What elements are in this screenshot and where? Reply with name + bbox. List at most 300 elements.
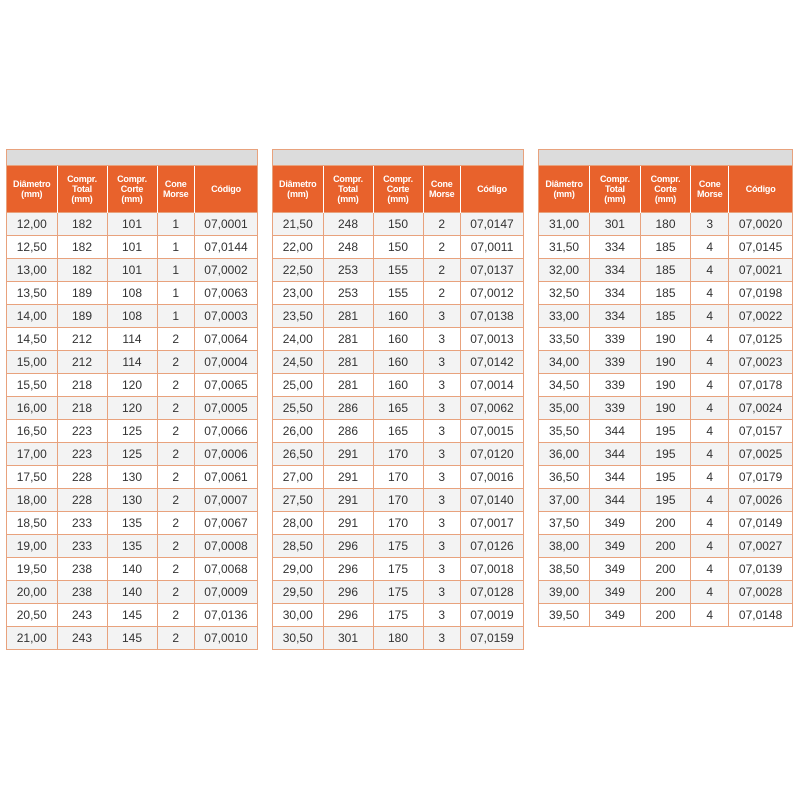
cell-compr-corte: 195 (640, 466, 691, 489)
cell-compr-corte: 150 (373, 236, 423, 259)
table-top-strip (273, 150, 523, 166)
cell-compr-total: 248 (323, 236, 373, 259)
table-row (539, 512, 792, 535)
cell-codigo: 07,0028 (729, 581, 792, 604)
cell-diametro: 13,50 (7, 282, 57, 305)
cell-codigo: 07,0003 (195, 305, 258, 328)
header-row (539, 166, 792, 213)
cell-cone-morse: 3 (423, 604, 461, 627)
cell-compr-corte: 155 (373, 282, 423, 305)
cell-codigo: 07,0013 (461, 328, 524, 351)
cell-compr-corte: 160 (373, 374, 423, 397)
column-header-cone-morse: Cone Morse (691, 166, 729, 213)
table-row (539, 328, 792, 351)
cell-compr-corte: 170 (373, 466, 423, 489)
cell-diametro: 22,00 (273, 236, 323, 259)
cell-codigo: 07,0138 (461, 305, 524, 328)
cell-codigo: 07,0009 (195, 581, 258, 604)
spec-table (273, 166, 523, 649)
table-row (539, 259, 792, 282)
cell-compr-total: 339 (590, 397, 641, 420)
table-top-strip (539, 150, 792, 166)
cell-codigo: 07,0157 (729, 420, 792, 443)
cell-cone-morse: 3 (423, 374, 461, 397)
cell-diametro: 25,00 (273, 374, 323, 397)
table-row (273, 259, 523, 282)
cell-compr-total: 228 (57, 489, 107, 512)
cell-compr-total: 296 (323, 581, 373, 604)
cell-diametro: 17,00 (7, 443, 57, 466)
header-row (273, 166, 523, 213)
column-header-codigo: Código (461, 166, 524, 213)
cell-cone-morse: 2 (157, 558, 195, 581)
cell-diametro: 25,50 (273, 397, 323, 420)
cell-compr-corte: 101 (107, 236, 157, 259)
cell-cone-morse: 2 (157, 328, 195, 351)
table-row (539, 236, 792, 259)
cell-compr-total: 182 (57, 213, 107, 236)
cell-cone-morse: 2 (157, 443, 195, 466)
cell-cone-morse: 4 (691, 558, 729, 581)
column-header-compr-corte: Compr. Corte (mm) (107, 166, 157, 213)
cell-codigo: 07,0066 (195, 420, 258, 443)
column-header-compr-corte: Compr. Corte (mm) (640, 166, 691, 213)
cell-codigo: 07,0120 (461, 443, 524, 466)
cell-diametro: 35,00 (539, 397, 590, 420)
cell-diametro: 16,50 (7, 420, 57, 443)
cell-cone-morse: 4 (691, 259, 729, 282)
cell-codigo: 07,0007 (195, 489, 258, 512)
table-row (7, 443, 257, 466)
cell-codigo: 07,0024 (729, 397, 792, 420)
cell-diametro: 16,00 (7, 397, 57, 420)
table-row (7, 397, 257, 420)
table-row (7, 282, 257, 305)
cell-diametro: 30,50 (273, 627, 323, 650)
cell-diametro: 31,00 (539, 213, 590, 236)
cell-diametro: 19,50 (7, 558, 57, 581)
cell-compr-total: 339 (590, 374, 641, 397)
cell-codigo: 07,0142 (461, 351, 524, 374)
cell-compr-total: 212 (57, 351, 107, 374)
cell-compr-total: 344 (590, 420, 641, 443)
table-row (273, 374, 523, 397)
cell-cone-morse: 4 (691, 328, 729, 351)
cell-codigo: 07,0126 (461, 535, 524, 558)
cell-codigo: 07,0020 (729, 213, 792, 236)
cell-compr-total: 296 (323, 558, 373, 581)
cell-compr-total: 349 (590, 512, 641, 535)
table-row (273, 420, 523, 443)
cell-compr-corte: 140 (107, 581, 157, 604)
cell-diametro: 33,00 (539, 305, 590, 328)
table-row (7, 535, 257, 558)
cell-compr-corte: 175 (373, 558, 423, 581)
cell-compr-corte: 200 (640, 558, 691, 581)
cell-cone-morse: 3 (423, 512, 461, 535)
table-row (273, 604, 523, 627)
cell-compr-corte: 200 (640, 512, 691, 535)
cell-compr-corte: 145 (107, 604, 157, 627)
cell-compr-total: 238 (57, 581, 107, 604)
cell-compr-corte: 130 (107, 489, 157, 512)
cell-codigo: 07,0063 (195, 282, 258, 305)
cell-compr-total: 286 (323, 397, 373, 420)
cell-compr-total: 182 (57, 236, 107, 259)
cell-compr-corte: 185 (640, 236, 691, 259)
cell-diametro: 32,00 (539, 259, 590, 282)
column-header-diametro: Diâmetro (mm) (7, 166, 57, 213)
table-row (7, 351, 257, 374)
table-row (273, 581, 523, 604)
cell-cone-morse: 3 (423, 581, 461, 604)
cell-compr-total: 334 (590, 305, 641, 328)
cell-diametro: 18,00 (7, 489, 57, 512)
table-row (539, 489, 792, 512)
cell-compr-corte: 140 (107, 558, 157, 581)
cell-compr-corte: 170 (373, 512, 423, 535)
cell-codigo: 07,0140 (461, 489, 524, 512)
cell-cone-morse: 2 (157, 420, 195, 443)
cell-codigo: 07,0023 (729, 351, 792, 374)
cell-compr-corte: 160 (373, 305, 423, 328)
cell-compr-total: 253 (323, 282, 373, 305)
cell-compr-total: 349 (590, 604, 641, 627)
cell-cone-morse: 2 (423, 259, 461, 282)
cell-compr-total: 291 (323, 443, 373, 466)
spec-table-2 (272, 149, 524, 650)
cell-compr-total: 349 (590, 558, 641, 581)
table-row (539, 213, 792, 236)
cell-cone-morse: 3 (423, 535, 461, 558)
cell-compr-corte: 170 (373, 443, 423, 466)
cell-cone-morse: 4 (691, 581, 729, 604)
table-row (7, 627, 257, 650)
cell-cone-morse: 3 (423, 420, 461, 443)
cell-diametro: 23,50 (273, 305, 323, 328)
table-row (7, 581, 257, 604)
cell-compr-corte: 155 (373, 259, 423, 282)
cell-codigo: 07,0137 (461, 259, 524, 282)
table-row (273, 466, 523, 489)
cell-codigo: 07,0198 (729, 282, 792, 305)
cell-cone-morse: 1 (157, 305, 195, 328)
cell-compr-corte: 150 (373, 213, 423, 236)
cell-codigo: 07,0019 (461, 604, 524, 627)
table-row (273, 558, 523, 581)
cell-diametro: 34,50 (539, 374, 590, 397)
cell-codigo: 07,0147 (461, 213, 524, 236)
cell-diametro: 29,50 (273, 581, 323, 604)
cell-codigo: 07,0139 (729, 558, 792, 581)
table-row (273, 328, 523, 351)
table-row (539, 581, 792, 604)
cell-diametro: 26,50 (273, 443, 323, 466)
cell-diametro: 12,00 (7, 213, 57, 236)
table-row (539, 282, 792, 305)
cell-diametro: 13,00 (7, 259, 57, 282)
cell-compr-corte: 180 (640, 213, 691, 236)
cell-compr-corte: 101 (107, 213, 157, 236)
table-row (7, 374, 257, 397)
table-row (539, 351, 792, 374)
column-header-diametro: Diâmetro (mm) (539, 166, 590, 213)
table-row (273, 512, 523, 535)
cell-compr-corte: 200 (640, 535, 691, 558)
cell-diametro: 33,50 (539, 328, 590, 351)
cell-compr-total: 296 (323, 604, 373, 627)
cell-cone-morse: 4 (691, 305, 729, 328)
column-header-cone-morse: Cone Morse (423, 166, 461, 213)
cell-codigo: 07,0022 (729, 305, 792, 328)
column-header-diametro: Diâmetro (mm) (273, 166, 323, 213)
cell-compr-total: 296 (323, 535, 373, 558)
column-header-cone-morse: Cone Morse (157, 166, 195, 213)
table-row (7, 328, 257, 351)
cell-codigo: 07,0144 (195, 236, 258, 259)
cell-diametro: 36,00 (539, 443, 590, 466)
cell-compr-corte: 120 (107, 397, 157, 420)
cell-codigo: 07,0006 (195, 443, 258, 466)
cell-cone-morse: 2 (423, 236, 461, 259)
cell-compr-total: 238 (57, 558, 107, 581)
cell-diametro: 21,50 (273, 213, 323, 236)
cell-diametro: 14,50 (7, 328, 57, 351)
header-row (7, 166, 257, 213)
cell-compr-corte: 125 (107, 420, 157, 443)
cell-diametro: 36,50 (539, 466, 590, 489)
column-header-codigo: Código (195, 166, 258, 213)
cell-compr-corte: 108 (107, 282, 157, 305)
cell-compr-total: 281 (323, 305, 373, 328)
cell-cone-morse: 3 (423, 328, 461, 351)
table-top-strip (7, 150, 257, 166)
cell-codigo: 07,0010 (195, 627, 258, 650)
cell-compr-total: 233 (57, 512, 107, 535)
cell-cone-morse: 4 (691, 397, 729, 420)
table-row (7, 512, 257, 535)
cell-compr-total: 228 (57, 466, 107, 489)
cell-cone-morse: 2 (157, 351, 195, 374)
cell-codigo: 07,0004 (195, 351, 258, 374)
cell-cone-morse: 3 (423, 489, 461, 512)
cell-codigo: 07,0136 (195, 604, 258, 627)
column-header-compr-total: Compr. Total (mm) (323, 166, 373, 213)
cell-cone-morse: 4 (691, 604, 729, 627)
cell-diametro: 31,50 (539, 236, 590, 259)
cell-cone-morse: 4 (691, 236, 729, 259)
cell-cone-morse: 2 (157, 535, 195, 558)
cell-cone-morse: 2 (157, 397, 195, 420)
table-row (273, 305, 523, 328)
table-row (7, 466, 257, 489)
cell-diametro: 37,50 (539, 512, 590, 535)
cell-compr-corte: 170 (373, 489, 423, 512)
cell-cone-morse: 2 (157, 581, 195, 604)
cell-cone-morse: 2 (157, 512, 195, 535)
cell-compr-total: 223 (57, 443, 107, 466)
cell-cone-morse: 4 (691, 282, 729, 305)
table-row (539, 604, 792, 627)
cell-diametro: 29,00 (273, 558, 323, 581)
spec-table (539, 166, 792, 626)
cell-compr-corte: 101 (107, 259, 157, 282)
cell-compr-total: 281 (323, 351, 373, 374)
cell-compr-corte: 160 (373, 328, 423, 351)
cell-codigo: 07,0012 (461, 282, 524, 305)
cell-codigo: 07,0011 (461, 236, 524, 259)
cell-compr-corte: 190 (640, 328, 691, 351)
table-row (273, 535, 523, 558)
cell-codigo: 07,0061 (195, 466, 258, 489)
spec-table-3 (538, 149, 793, 627)
table-row (7, 489, 257, 512)
cell-cone-morse: 2 (157, 604, 195, 627)
cell-diametro: 37,00 (539, 489, 590, 512)
cell-diametro: 34,00 (539, 351, 590, 374)
cell-cone-morse: 1 (157, 213, 195, 236)
cell-diametro: 22,50 (273, 259, 323, 282)
cell-compr-total: 223 (57, 420, 107, 443)
cell-codigo: 07,0015 (461, 420, 524, 443)
column-header-compr-corte: Compr. Corte (mm) (373, 166, 423, 213)
cell-compr-corte: 190 (640, 351, 691, 374)
cell-diametro: 27,50 (273, 489, 323, 512)
cell-compr-total: 212 (57, 328, 107, 351)
cell-diametro: 15,50 (7, 374, 57, 397)
table-row (539, 305, 792, 328)
cell-diametro: 28,50 (273, 535, 323, 558)
cell-compr-corte: 114 (107, 328, 157, 351)
cell-codigo: 07,0005 (195, 397, 258, 420)
cell-codigo: 07,0067 (195, 512, 258, 535)
cell-codigo: 07,0062 (461, 397, 524, 420)
cell-codigo: 07,0002 (195, 259, 258, 282)
cell-diametro: 14,00 (7, 305, 57, 328)
cell-codigo: 07,0014 (461, 374, 524, 397)
cell-compr-total: 291 (323, 512, 373, 535)
cell-codigo: 07,0021 (729, 259, 792, 282)
cell-codigo: 07,0148 (729, 604, 792, 627)
cell-diametro: 20,00 (7, 581, 57, 604)
cell-diametro: 19,00 (7, 535, 57, 558)
cell-diametro: 30,00 (273, 604, 323, 627)
table-row (7, 213, 257, 236)
spec-table (7, 166, 257, 649)
cell-cone-morse: 1 (157, 259, 195, 282)
column-header-compr-total: Compr. Total (mm) (590, 166, 641, 213)
cell-compr-corte: 108 (107, 305, 157, 328)
table-row (273, 443, 523, 466)
cell-compr-total: 218 (57, 397, 107, 420)
cell-cone-morse: 2 (157, 466, 195, 489)
cell-diametro: 38,00 (539, 535, 590, 558)
cell-compr-corte: 165 (373, 397, 423, 420)
cell-codigo: 07,0001 (195, 213, 258, 236)
cell-diametro: 27,00 (273, 466, 323, 489)
cell-compr-corte: 195 (640, 443, 691, 466)
table-row (7, 236, 257, 259)
cell-compr-total: 281 (323, 374, 373, 397)
cell-compr-total: 182 (57, 259, 107, 282)
cell-compr-corte: 195 (640, 420, 691, 443)
cell-codigo: 07,0159 (461, 627, 524, 650)
cell-compr-corte: 175 (373, 604, 423, 627)
table-row (273, 489, 523, 512)
cell-compr-corte: 114 (107, 351, 157, 374)
cell-compr-corte: 180 (373, 627, 423, 650)
cell-cone-morse: 3 (423, 397, 461, 420)
cell-compr-corte: 165 (373, 420, 423, 443)
cell-cone-morse: 3 (423, 627, 461, 650)
cell-cone-morse: 2 (157, 489, 195, 512)
cell-compr-total: 339 (590, 328, 641, 351)
cell-compr-corte: 190 (640, 397, 691, 420)
table-row (273, 627, 523, 650)
cell-compr-total: 291 (323, 489, 373, 512)
cell-compr-total: 243 (57, 604, 107, 627)
cell-codigo: 07,0018 (461, 558, 524, 581)
cell-cone-morse: 2 (423, 282, 461, 305)
cell-codigo: 07,0027 (729, 535, 792, 558)
cell-cone-morse: 4 (691, 443, 729, 466)
table-row (7, 604, 257, 627)
cell-codigo: 07,0064 (195, 328, 258, 351)
cell-compr-corte: 135 (107, 535, 157, 558)
cell-compr-corte: 135 (107, 512, 157, 535)
cell-cone-morse: 3 (423, 351, 461, 374)
cell-codigo: 07,0125 (729, 328, 792, 351)
column-header-codigo: Código (729, 166, 792, 213)
cell-compr-total: 344 (590, 466, 641, 489)
cell-compr-corte: 130 (107, 466, 157, 489)
cell-compr-total: 286 (323, 420, 373, 443)
cell-diametro: 39,00 (539, 581, 590, 604)
cell-cone-morse: 3 (691, 213, 729, 236)
cell-codigo: 07,0008 (195, 535, 258, 558)
cell-compr-corte: 175 (373, 581, 423, 604)
table-row (539, 420, 792, 443)
cell-diametro: 35,50 (539, 420, 590, 443)
table-row (539, 535, 792, 558)
column-header-compr-total: Compr. Total (mm) (57, 166, 107, 213)
table-row (273, 282, 523, 305)
spec-table-1 (6, 149, 258, 650)
cell-diametro: 18,50 (7, 512, 57, 535)
cell-compr-total: 339 (590, 351, 641, 374)
cell-compr-corte: 145 (107, 627, 157, 650)
cell-cone-morse: 4 (691, 351, 729, 374)
cell-cone-morse: 3 (423, 305, 461, 328)
cell-compr-total: 233 (57, 535, 107, 558)
cell-codigo: 07,0025 (729, 443, 792, 466)
cell-cone-morse: 3 (423, 558, 461, 581)
cell-cone-morse: 1 (157, 236, 195, 259)
cell-compr-total: 349 (590, 581, 641, 604)
cell-compr-corte: 200 (640, 604, 691, 627)
cell-compr-corte: 185 (640, 305, 691, 328)
cell-compr-corte: 125 (107, 443, 157, 466)
cell-codigo: 07,0068 (195, 558, 258, 581)
cell-compr-total: 334 (590, 259, 641, 282)
cell-diametro: 15,00 (7, 351, 57, 374)
cell-compr-corte: 200 (640, 581, 691, 604)
cell-diametro: 23,00 (273, 282, 323, 305)
cell-compr-total: 334 (590, 282, 641, 305)
cell-codigo: 07,0145 (729, 236, 792, 259)
table-row (273, 236, 523, 259)
cell-compr-total: 189 (57, 305, 107, 328)
